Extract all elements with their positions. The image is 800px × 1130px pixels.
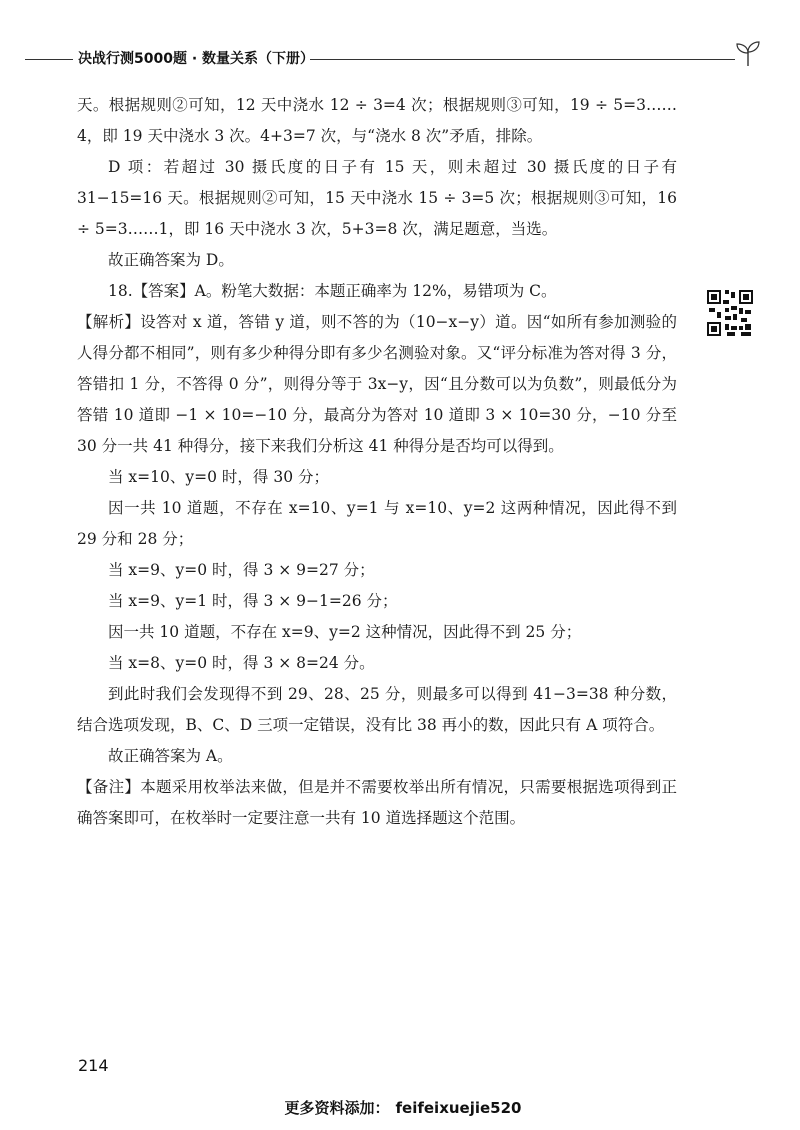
answer-paragraph: 18.【答案】A。粉笔大数据：本题正确率为 12%，易错项为 C。 [108,282,557,300]
paragraph: 当 x=9、y=1 时，得 3 × 9−1=26 分； [108,592,398,610]
qr-code-icon[interactable] [705,288,755,338]
analysis-paragraph: 【解析】设答对 x 道，答错 y 道，则不答的为（10−x−y）道。因“如所有参加测验的人得分都不相同”，则有多少种得分即有多少名测验对象。又“评分标准为答对得 3 分，答错扣 1 分，不答得 0 分”，则得分等于 3x−y，因“且分数可以为负数”，则最低分为答错 10 道即 −1 × 10=−10 分，最高分为答对 10 道即 3 × 10=30 分，−10 分至 30 分一共 41 种得分，接下来我们分析这 41 种得分是否均可以得到。 [77,313,677,455]
paragraph: 当 x=8、y=0 时，得 3 × 8=24 分。 [108,654,375,672]
running-header [0,44,800,74]
footer-label: 更多资料添加： [284,1099,390,1117]
paragraph: 故正确答案为 A。 [108,747,233,765]
paragraph: 天。根据规则②可知，12 天中浇水 12 ÷ 3=4 次；根据规则③可知，19 ÷ 5=3……4，即 19 天中浇水 3 次。4+3=7 次，与“浇水 8 次”矛盾，排除。 [77,96,677,145]
paragraph: 当 x=9、y=0 时，得 3 × 9=27 分； [108,561,375,579]
header-title: 决战行测5000题 · 数量关系（下册） [78,51,315,67]
header-rule-left [25,59,73,60]
header-rule-right [310,59,735,60]
footer-note [0,1097,800,1118]
paragraph: D 项：若超过 30 摄氏度的日子有 15 天，则未超过 30 摄氏度的日子有 31−15=16 天。根据规则②可知，15 天中浇水 15 ÷ 3=5 次；根据规则③可知，16 ÷ 5=3……1，即 16 天中浇水 3 次，5+3=8 次，满足题意，当选。 [77,158,677,238]
sprout-icon [733,38,763,68]
note-paragraph: 【备注】本题采用枚举法来做，但是并不需要枚举出所有情况，只需要根据选项得到正确答案即可，在枚举时一定要注意一共有 10 道选择题这个范围。 [77,778,677,827]
paragraph: 到此时我们会发现得不到 29、28、25 分，则最多可以得到 41−3=38 种分数，结合选项发现，B、C、D 三项一定错误，没有比 38 再小的数，因此只有 A 项符合。 [77,685,677,734]
paragraph: 当 x=10、y=0 时，得 30 分； [108,468,329,486]
paragraph: 因一共 10 道题，不存在 x=10、y=1 与 x=10、y=2 这两种情况，因此得不到 29 分和 28 分； [77,499,677,548]
paragraph: 因一共 10 道题，不存在 x=9、y=2 这种情况，因此得不到 25 分； [108,623,582,641]
paragraph: 故正确答案为 D。 [108,251,234,269]
footer-contact: feifeixuejie520 [395,1099,522,1117]
page-body [77,90,677,834]
page-number: 214 [78,1056,109,1075]
